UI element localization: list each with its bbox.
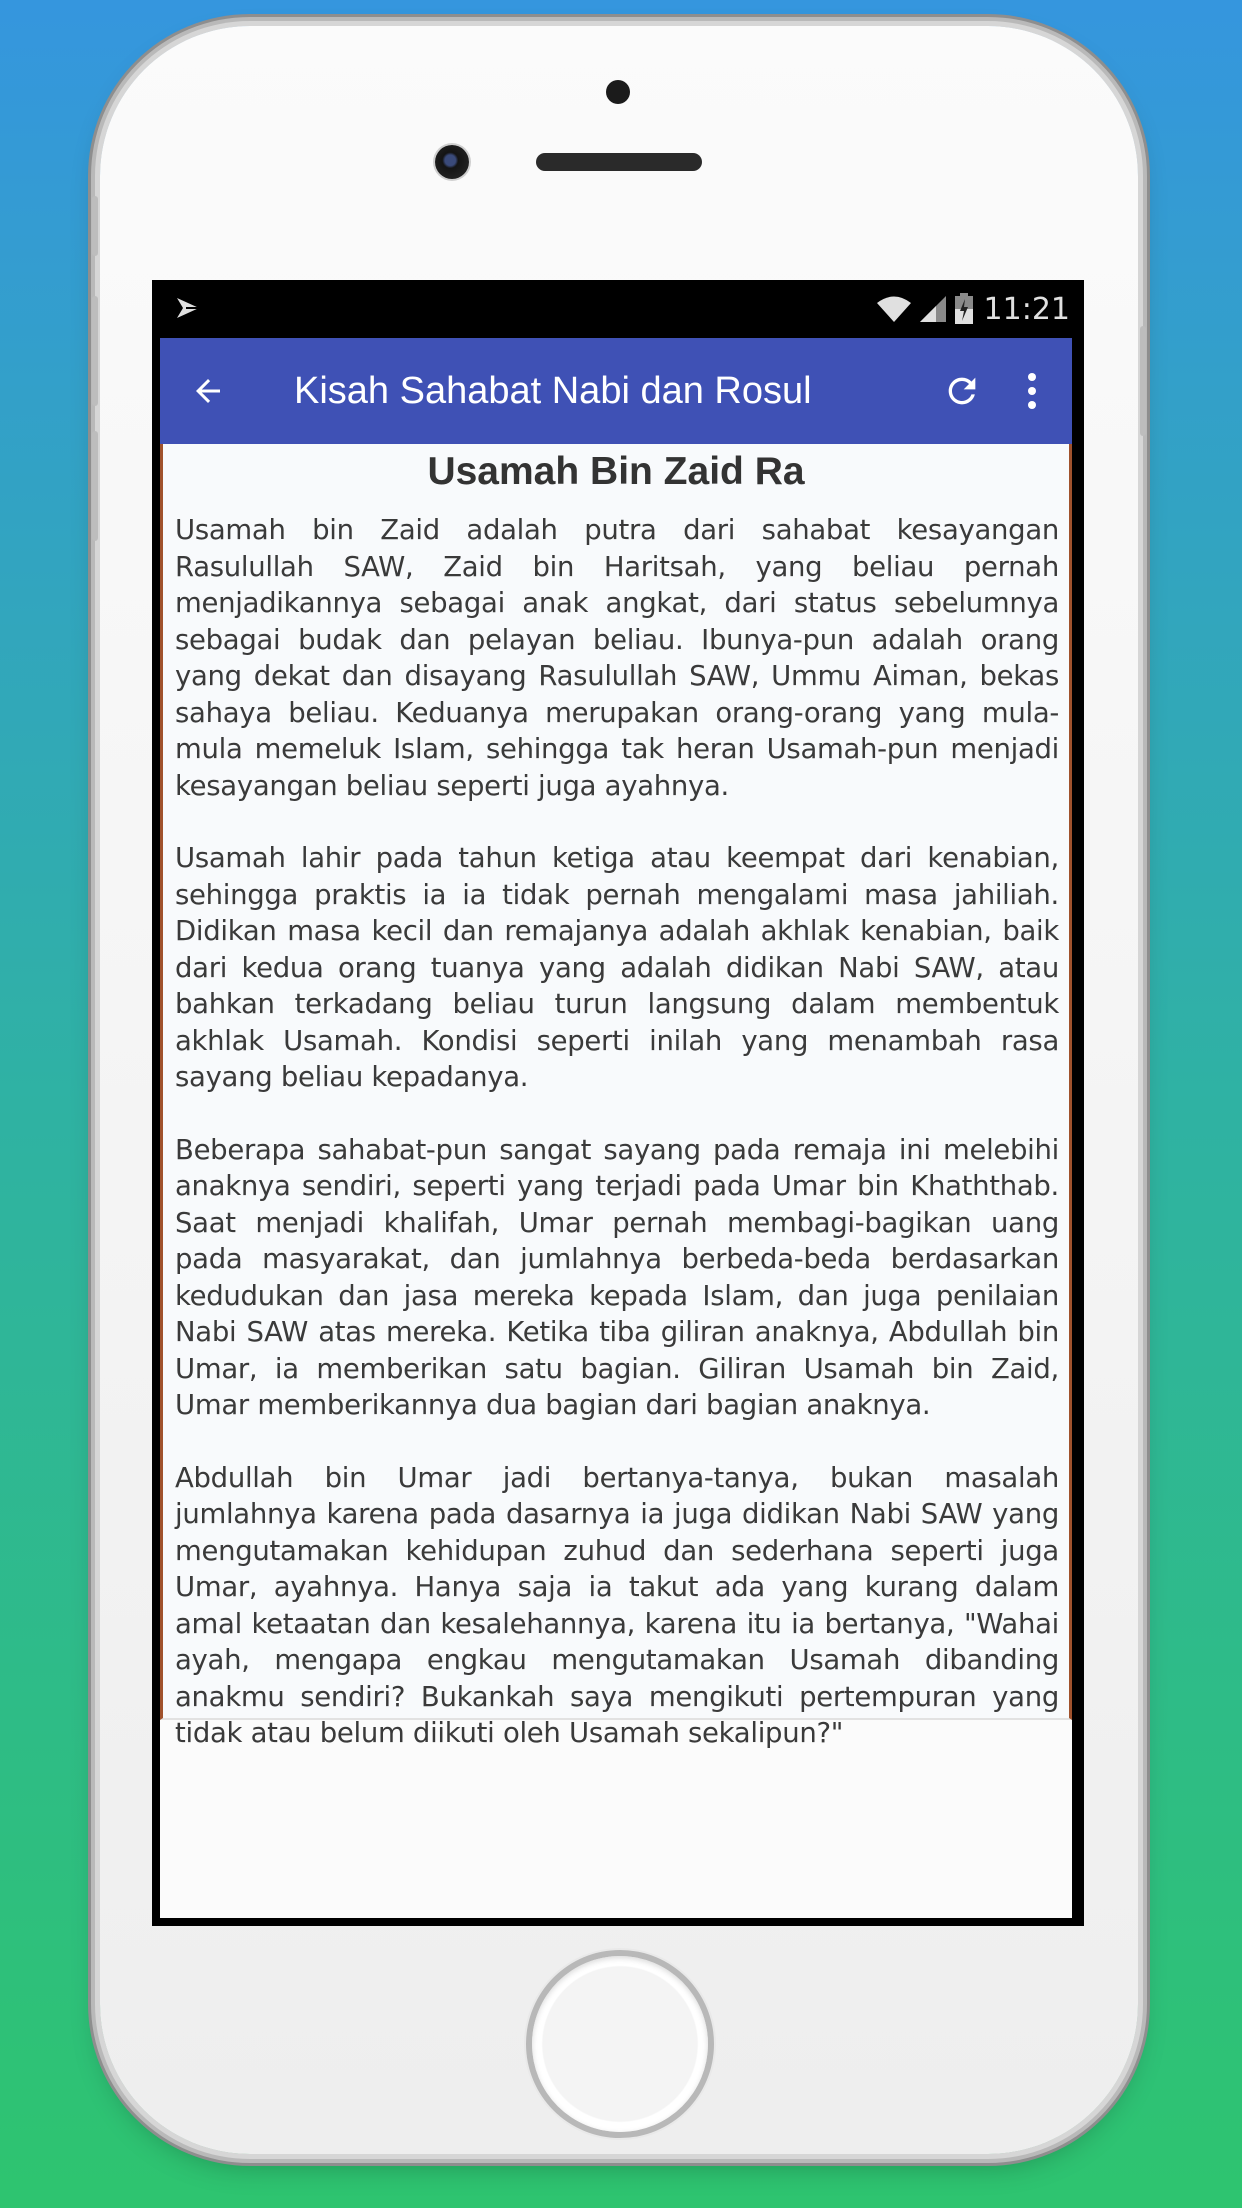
- article-body: [175, 512, 1059, 1788]
- battery-icon: [954, 293, 974, 325]
- signal-icon: [918, 294, 948, 324]
- article-paragraph: Usamah lahir pada tahun ketiga atau keempat dari kenabian, sehingga praktis ia ia tidak pernah mengalami masa jahiliah. Didikan masa kecil dan remajanya adalah akhlak kenabian, baik dari kedua orang tuanya yang adalah didikan Nabi SAW, atau bahkan terkadang beliau turun langsung dalam membentuk akhlak Usamah. Kondisi seperti inilah yang menambah rasa sayang beliau kepadanya.: [175, 842, 1059, 1093]
- article-title: Usamah Bin Zaid Ra: [427, 450, 805, 493]
- back-button[interactable]: [184, 367, 232, 415]
- status-time: 11:21: [983, 291, 1070, 327]
- earpiece-speaker: [536, 153, 702, 171]
- refresh-icon: [942, 371, 982, 411]
- front-camera: [435, 145, 469, 179]
- content-area: [160, 444, 1072, 1918]
- mute-switch: [92, 196, 98, 256]
- toolbar-title: Kisah Sahabat Nabi dan Rosul: [294, 370, 812, 412]
- status-bar: [152, 280, 1084, 338]
- article-webview[interactable]: [160, 444, 1072, 1749]
- app-toolbar: [160, 338, 1072, 444]
- more-vert-icon: [1026, 371, 1038, 411]
- home-button[interactable]: [532, 1956, 708, 2132]
- back-arrow-icon: [190, 373, 226, 409]
- status-icons: [876, 292, 1070, 326]
- power-button: [1140, 326, 1146, 436]
- article-paragraph: Abdullah bin Umar jadi bertanya-tanya, bukan masalah jumlahnya karena pada dasarnya ia juga didikan Nabi SAW yang mengutamakan kehidupan zuhud dan sederhana seperti juga Umar, ayahnya. Hanya saja ia takut ada yang kurang dalam amal ketaatan dan kesalehannya, karena itu ia bertanya, "Wahai ayah, mengapa engkau mengutamakan Usamah dibanding anakmu sendiri? Bukankah saya mengikuti pertempuran yang tidak atau belum diikuti oleh Usamah sekalipun?": [175, 1461, 1059, 1749]
- overflow-menu-button[interactable]: [1018, 369, 1046, 413]
- phone-screen: [152, 280, 1084, 1926]
- wifi-icon: [876, 294, 912, 324]
- volume-down-button: [92, 431, 98, 541]
- notification-icon: [174, 294, 202, 322]
- refresh-button[interactable]: [940, 369, 984, 413]
- proximity-sensor: [606, 80, 630, 104]
- article-paragraph: Beberapa sahabat-pun sangat sayang pada remaja ini melebihi anaknya sendiri, seperti yang terjadi pada Umar bin Khaththab. Saat menjadi khalifah, Umar pernah membagi-bagikan uang pada masyarakat, dan jumlahnya berbeda-beda berdasarkan kedudukan dan jasa mereka kepada Islam, dan juga penilaian Nabi SAW atas mereka. Ketika tiba giliran anaknya, Abdullah bin Umar, ia memberikan satu bagian. Giliran Usamah bin Zaid, Umar memberikannya dua bagian dari bagian anaknya.: [175, 1133, 1059, 1421]
- article-paragraph: Usamah bin Zaid adalah putra dari sahabat kesayangan Rasulullah SAW, Zaid bin Haritsah, yang beliau pernah menjadikannya sebagai anak angkat, dari status sebelumnya sebagai budak dan pelayan beliau. Ibunya-pun adalah orang yang dekat dan disayang Rasulullah SAW, Ummu Aiman, bekas sahaya beliau. Keduanya merupakan orang-orang yang mula-mula memeluk Islam, sehingga tak heran Usamah-pun menjadi kesayangan beliau seperti juga ayahnya.: [175, 514, 1059, 802]
- volume-up-button: [92, 296, 98, 406]
